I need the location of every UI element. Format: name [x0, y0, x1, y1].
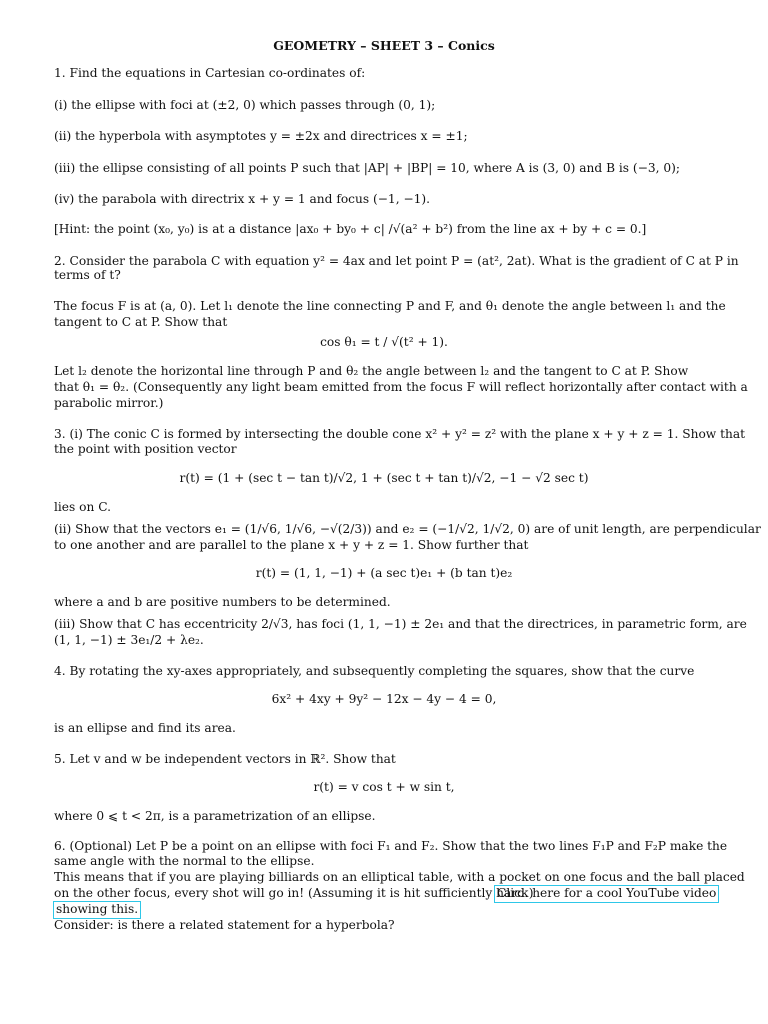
question-1-hint: [Hint: the point (x₀, y₀) is at a distance |ax₀ + by₀ + c| /√(a² + b²) from the line ax + by + c = 0.]: [54, 222, 647, 236]
question-2-line: The focus F is at (a, 0). Let l₁ denote the line connecting P and F, and θ₁ denote the angle between l₁ and the: [54, 299, 726, 313]
question-4-line: 4. By rotating the xy-axes appropriately, and subsequently completing the squares, show that the curve: [54, 664, 695, 678]
question-2-line: that θ₁ = θ₂. (Consequently any light beam emitted from the focus F will reflect horizontally after contact with a: [54, 380, 748, 394]
question-6-line: This means that if you are playing billiards on an elliptical table, with a pocket on one focus and the ball placed: [54, 870, 745, 884]
question-2-line: Let l₂ denote the horizontal line through P and θ₂ the angle between l₂ and the tangent to C at P. Show: [54, 364, 689, 378]
question-3-line: the point with position vector: [54, 442, 237, 456]
question-1-intro: 1. Find the equations in Cartesian co-ordinates of:: [54, 66, 366, 80]
question-3-line: (1, 1, −1) ± 3e₁/2 + λe₂.: [54, 633, 204, 647]
question-3-line: 3. (i) The conic C is formed by intersecting the double cone x² + y² = z² with the plane x + y + z = 1. Show that: [54, 427, 745, 441]
question-2-line: tangent to C at P. Show that: [54, 315, 228, 329]
question-3-line: lies on C.: [54, 500, 111, 514]
page-title: GEOMETRY – SHEET 3 – Conics: [273, 38, 495, 53]
question-2-line: terms of t?: [54, 268, 121, 282]
question-6-line: same angle with the normal to the ellipse.: [54, 854, 315, 868]
question-3-equation: r(t) = (1 + (sec t − tan t)/√2, 1 + (sec t + tan t)/√2, −1 − √2 sec t): [179, 471, 589, 485]
question-6-line: on the other focus, every shot will go in! (Assuming it is hit sufficiently hard.): [54, 886, 534, 900]
youtube-video-link-continued[interactable]: showing this.: [53, 901, 141, 919]
question-6-line: 6. (Optional) Let P be a point on an ellipse with foci F₁ and F₂. Show that the two lines F₁P and F₂P make the: [54, 839, 728, 853]
question-1-part-iv: (iv) the parabola with directrix x + y = 1 and focus (−1, −1).: [54, 192, 431, 206]
question-6-line: Consider: is there a related statement for a hyperbola?: [54, 918, 395, 932]
question-4-line: is an ellipse and find its area.: [54, 721, 236, 735]
question-1-part-i: (i) the ellipse with foci at (±2, 0) which passes through (0, 1);: [54, 98, 436, 112]
question-3-line: where a and b are positive numbers to be determined.: [54, 595, 391, 609]
question-2-line: 2. Consider the parabola C with equation y² = 4ax and let point P = (at², 2at). What is the gradient of C at P in: [54, 254, 739, 268]
question-2-equation: cos θ₁ = t / √(t² + 1).: [320, 335, 448, 349]
question-3-line: (ii) Show that the vectors e₁ = (1/√6, 1/√6, −√(2/3)) and e₂ = (−1/√2, 1/√2, 0) are of unit length, are perpendicular: [54, 522, 761, 536]
question-5-equation: r(t) = v cos t + w sin t,: [313, 780, 455, 794]
question-2-line: parabolic mirror.): [54, 396, 164, 410]
question-3-equation: r(t) = (1, 1, −1) + (a sec t)e₁ + (b tan t)e₂: [255, 566, 513, 580]
question-5-line: where 0 ⩽ t < 2π, is a parametrization of an ellipse.: [54, 809, 376, 823]
question-3-line: to one another and are parallel to the plane x + y + z = 1. Show further that: [54, 538, 529, 552]
question-4-equation: 6x² + 4xy + 9y² − 12x − 4y − 4 = 0,: [271, 692, 497, 706]
youtube-video-link[interactable]: Click here for a cool YouTube video: [494, 885, 719, 903]
question-3-line: (iii) Show that C has eccentricity 2/√3, has foci (1, 1, −1) ± 2e₁ and that the directrices, in parametric form, are: [54, 617, 747, 631]
question-5-line: 5. Let v and w be independent vectors in ℝ². Show that: [54, 752, 396, 766]
question-1-part-iii: (iii) the ellipse consisting of all points P such that |AP| + |BP| = 10, where A is (3, 0) and B is (−3, 0);: [54, 161, 681, 175]
question-1-part-ii: (ii) the hyperbola with asymptotes y = ±2x and directrices x = ±1;: [54, 129, 468, 143]
